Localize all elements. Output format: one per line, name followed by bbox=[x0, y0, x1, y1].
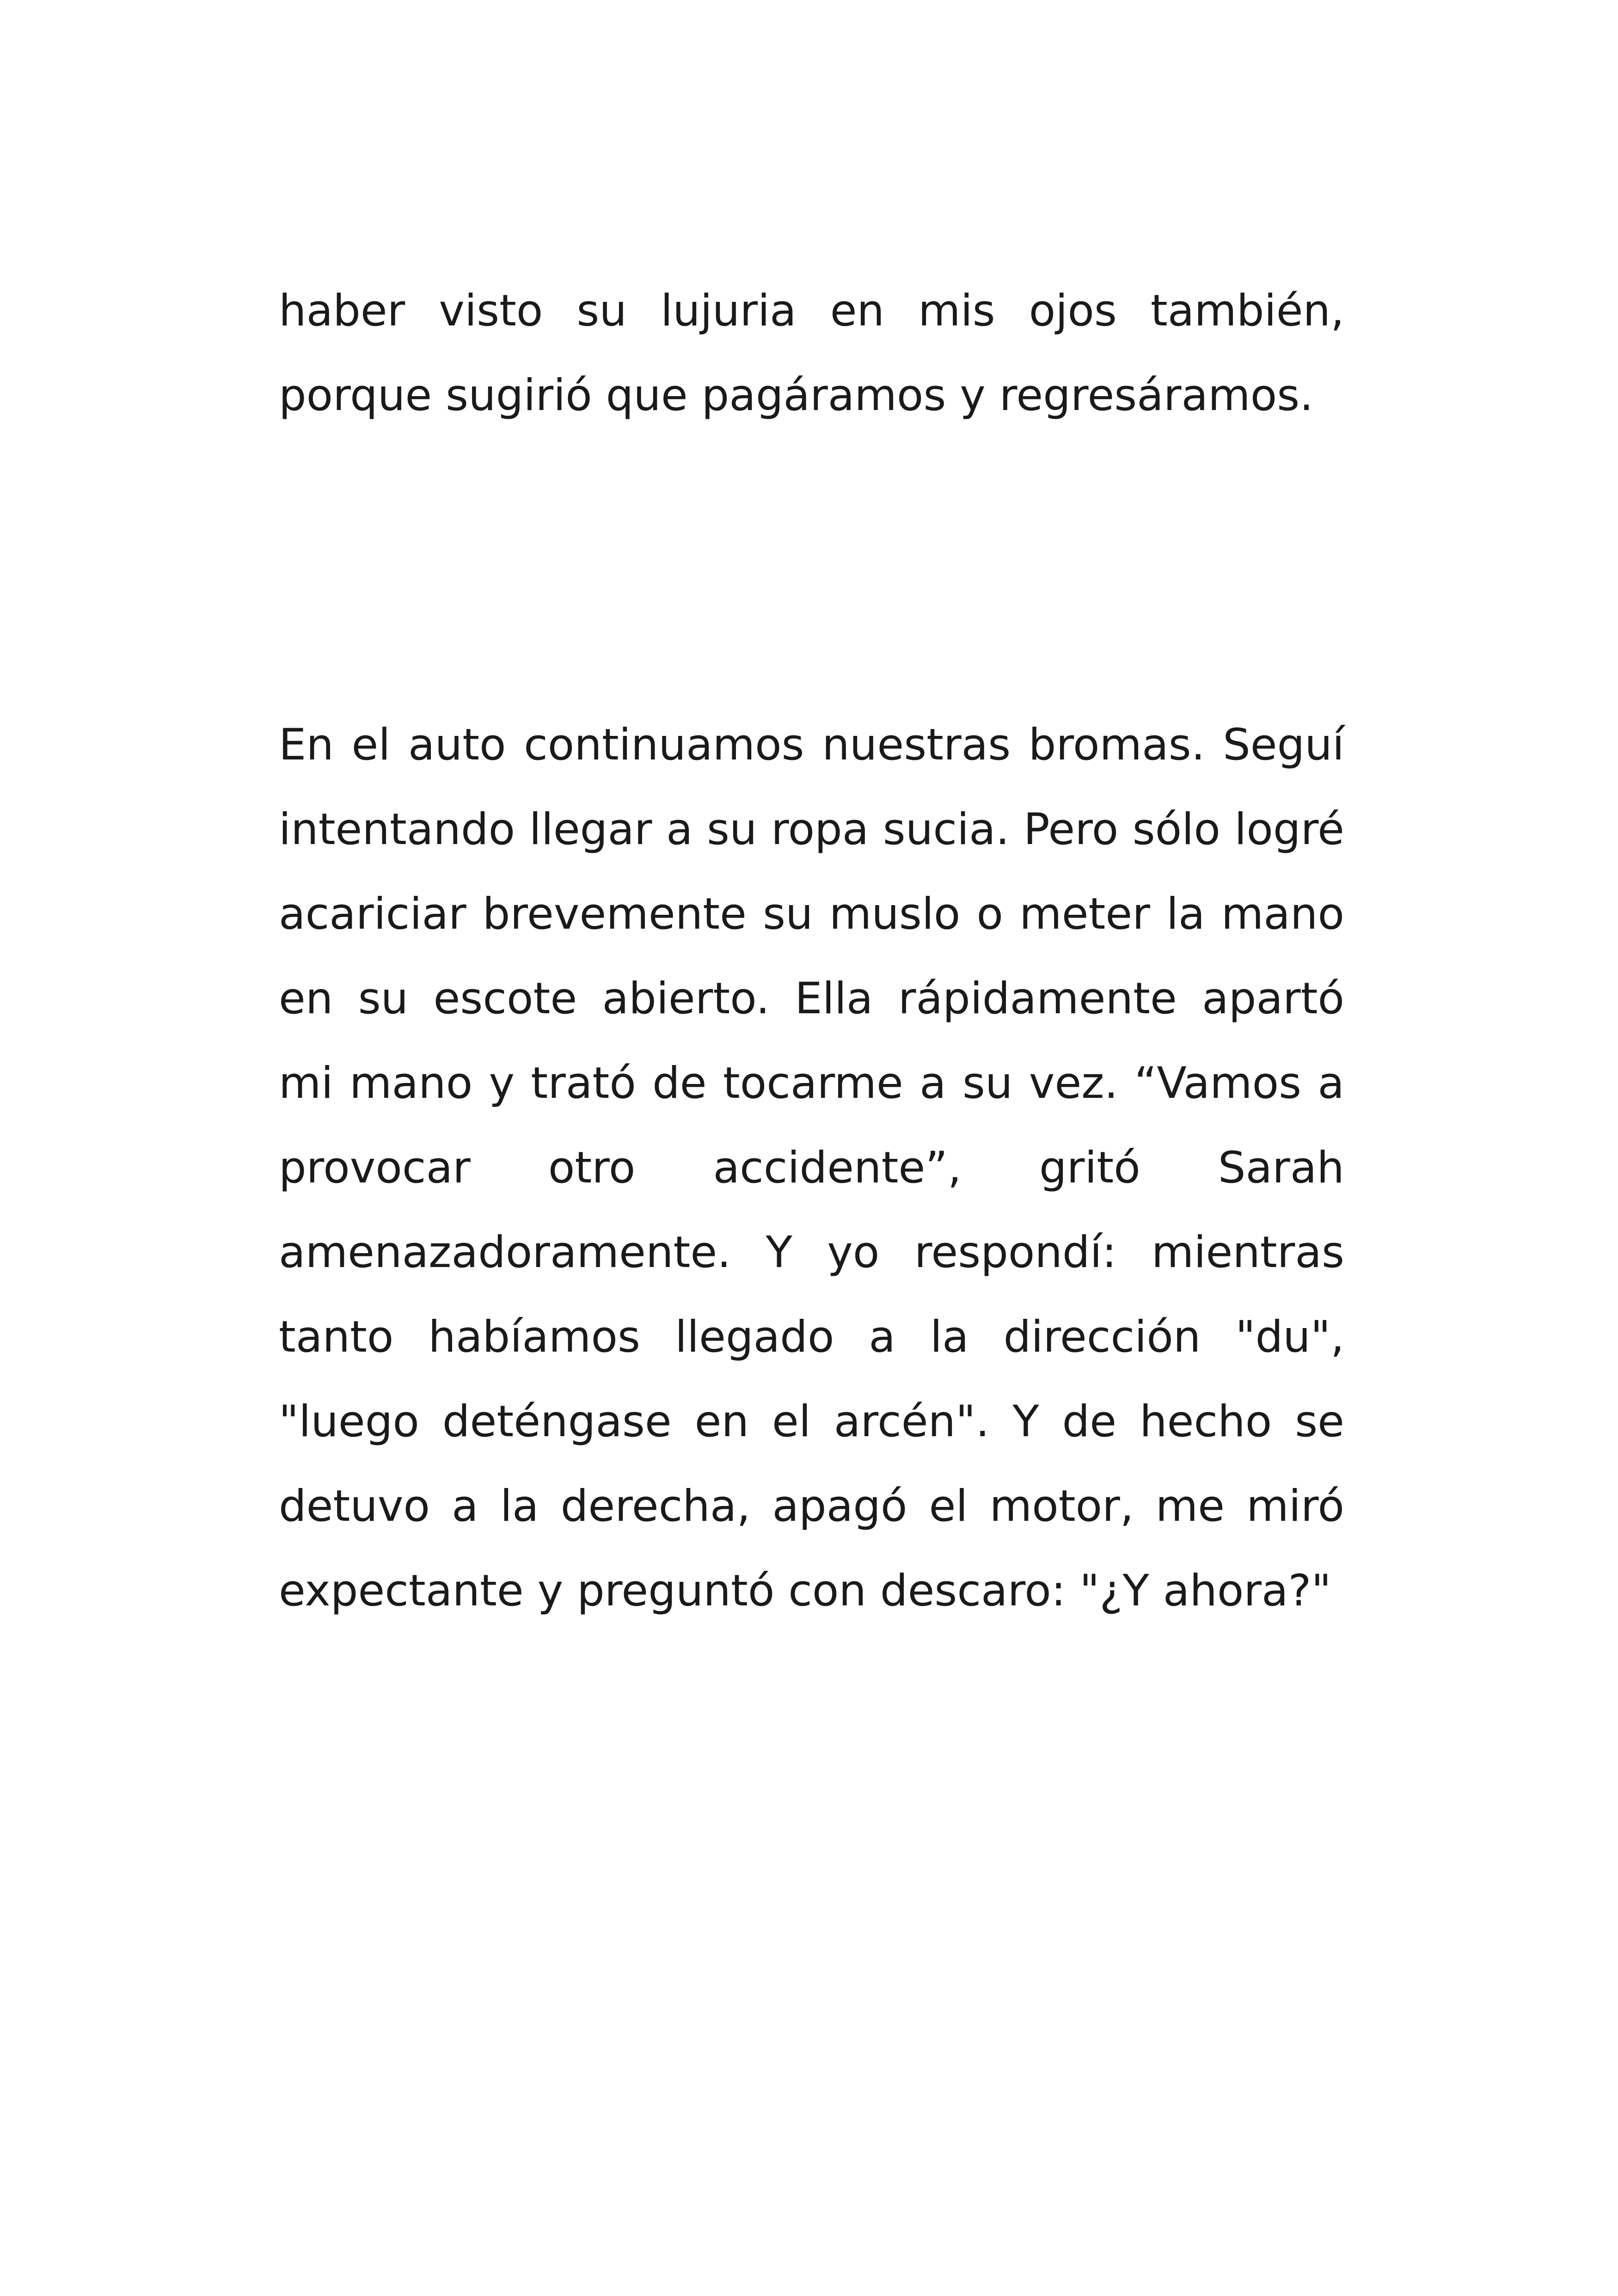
paragraph-1: haber visto su lujuria en mis ojos también, porque sugirió que pagáramos y regresáramos. bbox=[279, 286, 1344, 421]
paragraph-2: En el auto continuamos nuestras bromas. Seguí intentando llegar a su ropa sucia. Pero sólo logré acariciar brevemente su muslo o meter la mano en su escote abierto. Ella rápidamente apartó mi mano y trató de tocarme a su vez. “Vamos a provocar otro accidente”, gritó Sarah amenazadoramente. Y yo respondí: mientras tanto habíamos llegado a la dirección "du", "luego deténgase en el arcén". Y de hecho se detuvo a la derecha, apagó el motor, me miró expectante y preguntó con descaro: "¿Y ahora?" bbox=[279, 720, 1344, 1616]
